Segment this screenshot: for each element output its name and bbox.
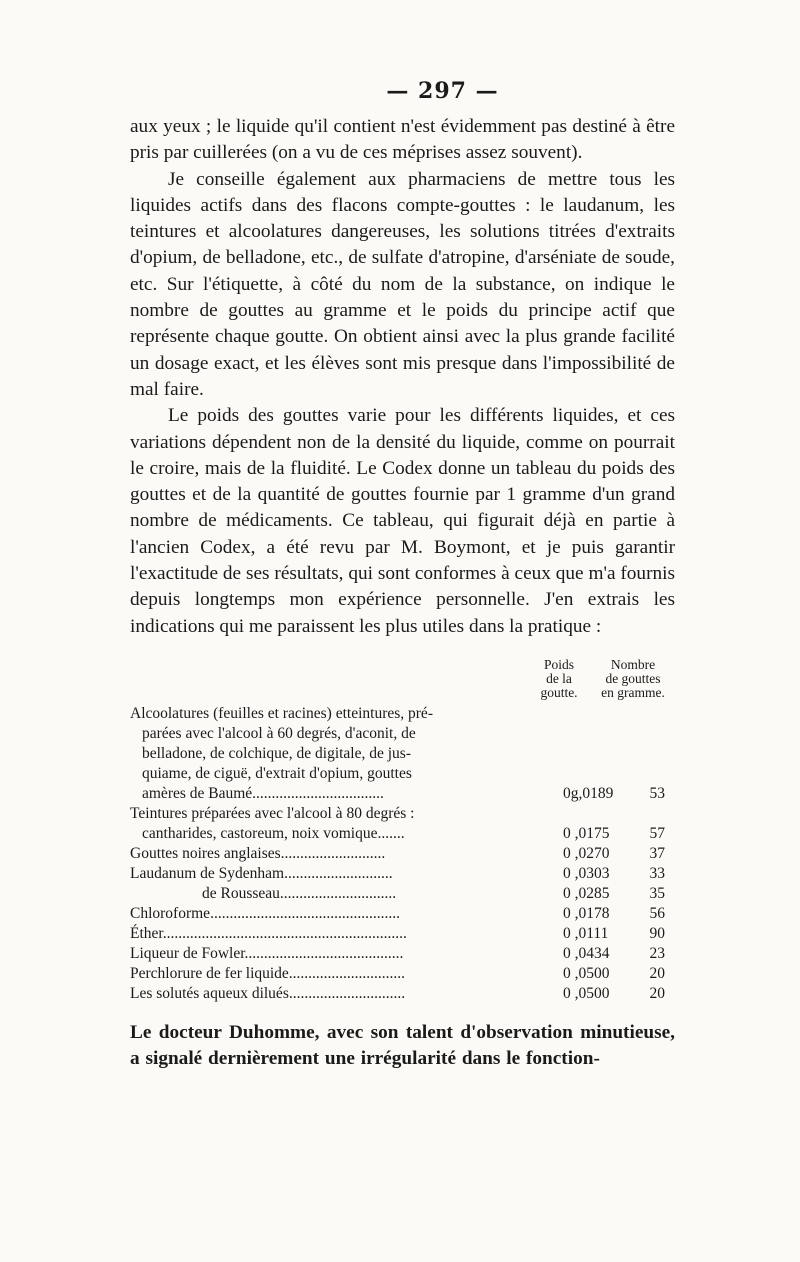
closing-paragraph: Le docteur Duhomme, avec son talent d'observation minutieuse, a signalé dernièrement une irrégularité dans le fonction-	[130, 1021, 675, 1069]
table-row	[130, 904, 675, 924]
table-row	[130, 824, 675, 844]
row-label: cantharides, castoreum, noix vomique.......	[142, 824, 405, 842]
table-row	[130, 744, 675, 764]
row-nombre: 57	[649, 824, 665, 842]
paragraph-2: Je conseille également aux pharmaciens de mettre tous les liquides actifs dans des flacons compte-gouttes : le laudanum, les teintures et alcoolatures dangereuses, les solutions titrées d'extraits d'opium, de belladone, etc., de sulfate d'atropine, d'arséniate de soude, etc. Sur l'étiquette, à côté du nom de la substance, on indique le nombre de gouttes au gramme et le poids du principe actif que représente chaque goutte. On obtient ainsi avec la plus grande facilité un dosage exact, et les élèves sont mis presque dans l'impossibilité de mal faire.	[130, 168, 675, 400]
row-label: Chloroforme.................................................	[130, 904, 400, 922]
header-nombre-line: Nombre	[610, 656, 656, 672]
header-poids	[527, 658, 591, 700]
row-poids: 0 ,0303	[563, 864, 610, 882]
row-label: quiame, de ciguë, d'extrait d'opium, gouttes	[142, 764, 412, 782]
row-label: Liqueur de Fowler.........................................	[130, 944, 404, 962]
row-label: parées avec l'alcool à 60 degrés, d'aconit, de	[142, 724, 416, 742]
header-nombre-line: de gouttes	[605, 670, 661, 686]
table-row	[130, 844, 675, 864]
table-row	[130, 704, 675, 724]
row-label: Éther...............................................................	[130, 924, 407, 942]
header-poids-line: goutte.	[540, 684, 578, 700]
table-row	[130, 944, 675, 964]
header-nombre-line: en gramme.	[601, 684, 665, 700]
paragraph-3: Le poids des gouttes varie pour les différents liquides, et ces variations dépendent non de la densité du liquide, comme on pourrait le croire, mais de la fluidité. Le Codex donne un tableau du poids des gouttes et de la quantité de gouttes fournie par 1 gramme d'un grand nombre de médicaments. Ce tableau, qui figurait déjà en partie à l'ancien Codex, a été revu par M. Boymont, et je puis garantir l'exactitude de ses résultats, qui sont conformes à ceux que m'a fournis depuis longtemps mon expérience personnelle. J'en extrais les indications qui me paraissent les plus utiles dans la pratique :	[130, 405, 675, 637]
table-row	[130, 924, 675, 944]
table-row	[130, 724, 675, 744]
header-nombre	[591, 658, 675, 700]
page-number: — 297 —	[386, 78, 499, 104]
table-row	[130, 784, 675, 804]
row-poids: 0 ,0434	[563, 944, 610, 962]
table-row	[130, 864, 675, 884]
row-poids: 0 ,0500	[563, 984, 610, 1002]
header-poids-line: de la	[546, 670, 572, 686]
row-poids: 0 ,0500	[563, 964, 610, 982]
row-label: Perchlorure de fer liquide..............................	[130, 964, 406, 982]
table-row	[130, 884, 675, 904]
row-poids: 0 ,0270	[563, 844, 610, 862]
row-nombre: 35	[649, 884, 665, 902]
row-nombre: 20	[649, 964, 665, 982]
row-nombre: 37	[649, 844, 665, 862]
row-poids: 0 ,0175	[563, 824, 610, 842]
paragraph-1: aux yeux ; le liquide qu'il contient n'est évidemment pas destiné à être pris par cuillerées (on a vu de ces méprises assez souvent).	[130, 116, 675, 164]
row-label: amères de Baumé..................................	[142, 784, 384, 802]
drop-weight-table	[130, 704, 675, 1004]
row-label: Laudanum de Sydenham............................	[130, 864, 393, 882]
row-label: Gouttes noires anglaises...........................	[130, 844, 386, 862]
row-nombre: 20	[649, 984, 665, 1002]
row-nombre: 23	[649, 944, 665, 962]
table-row	[130, 764, 675, 784]
row-poids: 0g,0189	[563, 784, 614, 802]
header-poids-line: Poids	[543, 656, 574, 672]
table-row	[130, 984, 675, 1004]
row-poids: 0 ,0285	[563, 884, 610, 902]
row-poids: 0 ,0178	[563, 904, 610, 922]
row-nombre: 53	[649, 784, 665, 802]
row-label: Teintures préparées avec l'alcool à 80 degrés :	[130, 804, 415, 822]
row-label: Alcoolatures (feuilles et racines) etteintures, pré-	[130, 704, 433, 722]
table-row	[130, 964, 675, 984]
table-row	[130, 804, 675, 824]
row-label: belladone, de colchique, de digitale, de jus-	[142, 744, 412, 762]
row-nombre: 56	[649, 904, 665, 922]
row-nombre: 33	[649, 864, 665, 882]
row-label: de Rousseau..............................	[202, 884, 397, 902]
row-poids: 0 ,0111	[563, 924, 609, 942]
row-nombre: 90	[649, 924, 665, 942]
row-label: Les solutés aqueux dilués..............................	[130, 984, 406, 1002]
drop-table-header	[130, 658, 675, 700]
